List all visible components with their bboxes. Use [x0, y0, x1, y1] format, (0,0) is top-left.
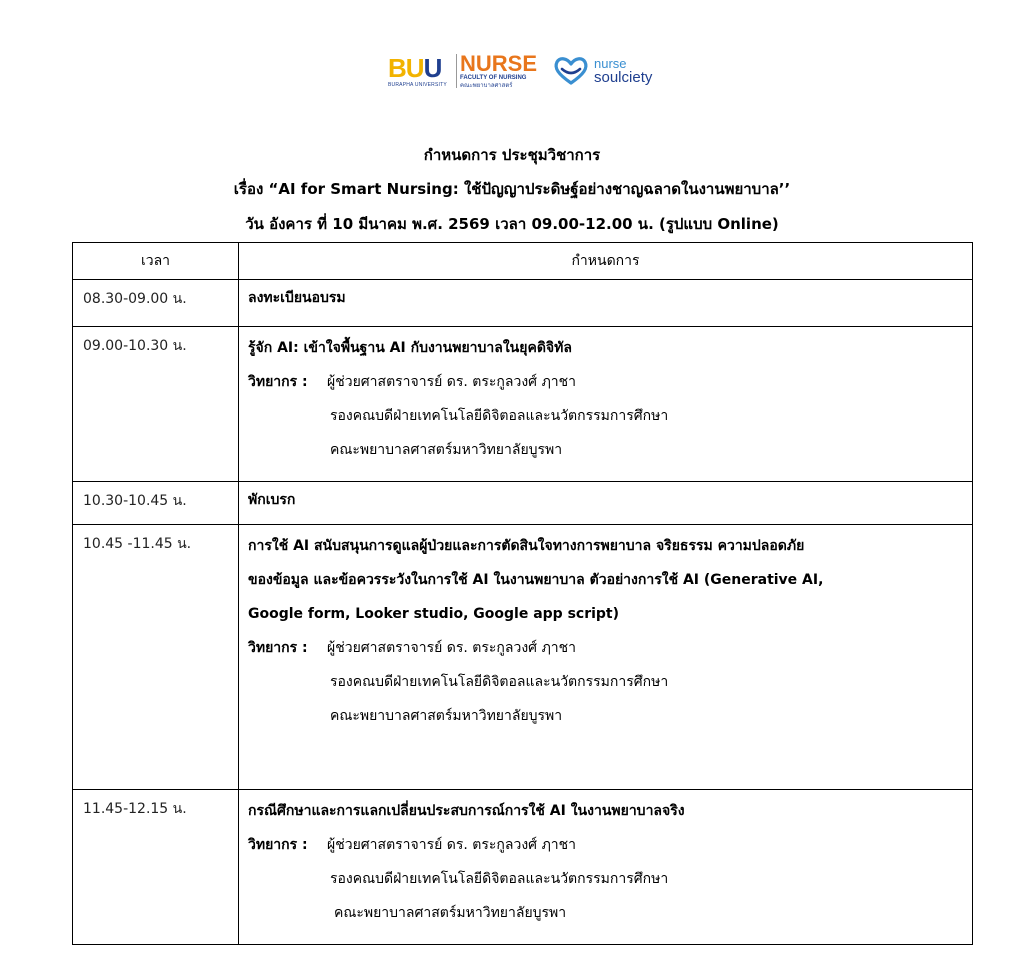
speaker-name: ผู้ช่วยศาสตราจารย์ ดร. ตระกูลวงศ์ ฦาชา: [327, 640, 576, 656]
table-row: [73, 790, 973, 945]
speaker-line: [248, 633, 964, 667]
nurse-logo-word: NURSE: [460, 51, 538, 76]
agenda-cell: [239, 327, 973, 482]
agenda-cell: [239, 525, 973, 790]
nurse-faculty-logo: [460, 53, 540, 89]
column-header-agenda: กำหนดการ: [239, 243, 973, 280]
speaker-name: ผู้ช่วยศาสตราจารย์ ดร. ตระกูลวงศ์ ฦาชา: [327, 374, 576, 390]
agenda-title: ลงทะเบียนอบรม: [248, 290, 346, 306]
speaker-position: รองคณบดีฝ่ายเทคโนโลยีดิจิตอลและนวัตกรรมการศึกษา: [330, 871, 669, 887]
agenda-cell: [239, 482, 973, 525]
schedule-table: [72, 242, 973, 945]
speaker-label: วิทยากร :: [248, 837, 308, 853]
speaker-label: วิทยากร :: [248, 374, 308, 390]
soulciety-line2: soulciety: [594, 69, 653, 86]
time-cell: 09.00-10.30 น.: [73, 327, 239, 482]
speaker-organization: คณะพยาบาลศาสตร์มหาวิทยาลัยบูรพา: [334, 905, 567, 921]
agenda-title: กรณีศึกษาและการแลกเปลี่ยนประสบการณ์การใช้ AI ในงานพยาบาลจริง: [248, 803, 685, 819]
buu-letter-u2: U: [423, 52, 442, 83]
nurse-logo-faculty: FACULTY OF NURSING: [460, 75, 527, 81]
agenda-cell: [239, 280, 973, 327]
agenda-title: รู้จัก AI: เข้าใจพื้นฐาน AI กับงานพยาบาลในยุคดิจิทัล: [248, 340, 572, 356]
time-cell: 10.45 -11.45 น.: [73, 525, 239, 790]
speaker-line: [248, 830, 964, 864]
agenda-title-line: การใช้ AI สนับสนุนการดูแลผู้ป่วยและการตัดสินใจทางการพยาบาล จริยธรรม ความปลอดภัย: [248, 538, 805, 554]
table-header-row: [73, 243, 973, 280]
buu-logo: [388, 52, 454, 88]
soulciety-line1: nurse: [594, 56, 627, 71]
time-cell: 10.30-10.45 น.: [73, 482, 239, 525]
time-cell: 08.30-09.00 น.: [73, 280, 239, 327]
soulciety-text: [594, 57, 652, 85]
agenda-title: พักเบรก: [248, 492, 296, 508]
buu-letter-u1: U: [405, 52, 424, 83]
heart-hands-icon: [552, 56, 590, 86]
table-row: [73, 280, 973, 327]
time-cell: 11.45-12.15 น.: [73, 790, 239, 945]
speaker-position: รองคณบดีฝ่ายเทคโนโลยีดิจิตอลและนวัตกรรมการศึกษา: [330, 408, 669, 424]
speaker-name: ผู้ช่วยศาสตราจารย์ ดร. ตระกูลวงศ์ ฦาชา: [327, 837, 576, 853]
column-header-time: เวลา: [73, 243, 239, 280]
document-subject: เรื่อง “AI for Smart Nursing: ใช้ปัญญาประดิษฐ์อย่างชาญฉลาดในงานพยาบาล’’: [233, 180, 791, 198]
nurse-soulciety-logo: [552, 56, 652, 86]
buu-letter-b: B: [388, 52, 406, 83]
speaker-position: รองคณบดีฝ่ายเทคโนโลยีดิจิตอลและนวัตกรรมการศึกษา: [330, 674, 669, 690]
agenda-title-line: ของข้อมูล และข้อควรระวังในการใช้ AI ในงานพยาบาล ตัวอย่างการใช้ AI (Generative AI,: [248, 572, 824, 588]
nurse-logo-thai: คณะพยาบาลศาสตร์: [460, 82, 513, 89]
table-row: [73, 482, 973, 525]
agenda-cell: [239, 790, 973, 945]
buu-subtitle: BURAPHA UNIVERSITY: [388, 81, 447, 88]
speaker-label: วิทยากร :: [248, 640, 308, 656]
document-title: กำหนดการ ประชุมวิชาการ: [423, 146, 601, 164]
speaker-organization: คณะพยาบาลศาสตร์มหาวิทยาลัยบูรพา: [330, 708, 563, 724]
speaker-organization: คณะพยาบาลศาสตร์มหาวิทยาลัยบูรพา: [330, 442, 563, 458]
agenda-title-line: Google form, Looker studio, Google app script): [248, 606, 620, 622]
logo-divider: [456, 54, 457, 88]
document-date: วัน อังคาร ที่ 10 มีนาคม พ.ศ. 2569 เวลา 09.00-12.00 น. (รูปแบบ Online): [245, 215, 779, 233]
logo-bar: [388, 50, 652, 92]
speaker-line: [248, 367, 964, 401]
table-row: [73, 525, 973, 790]
table-row: [73, 327, 973, 482]
buu-letters: [388, 52, 442, 83]
